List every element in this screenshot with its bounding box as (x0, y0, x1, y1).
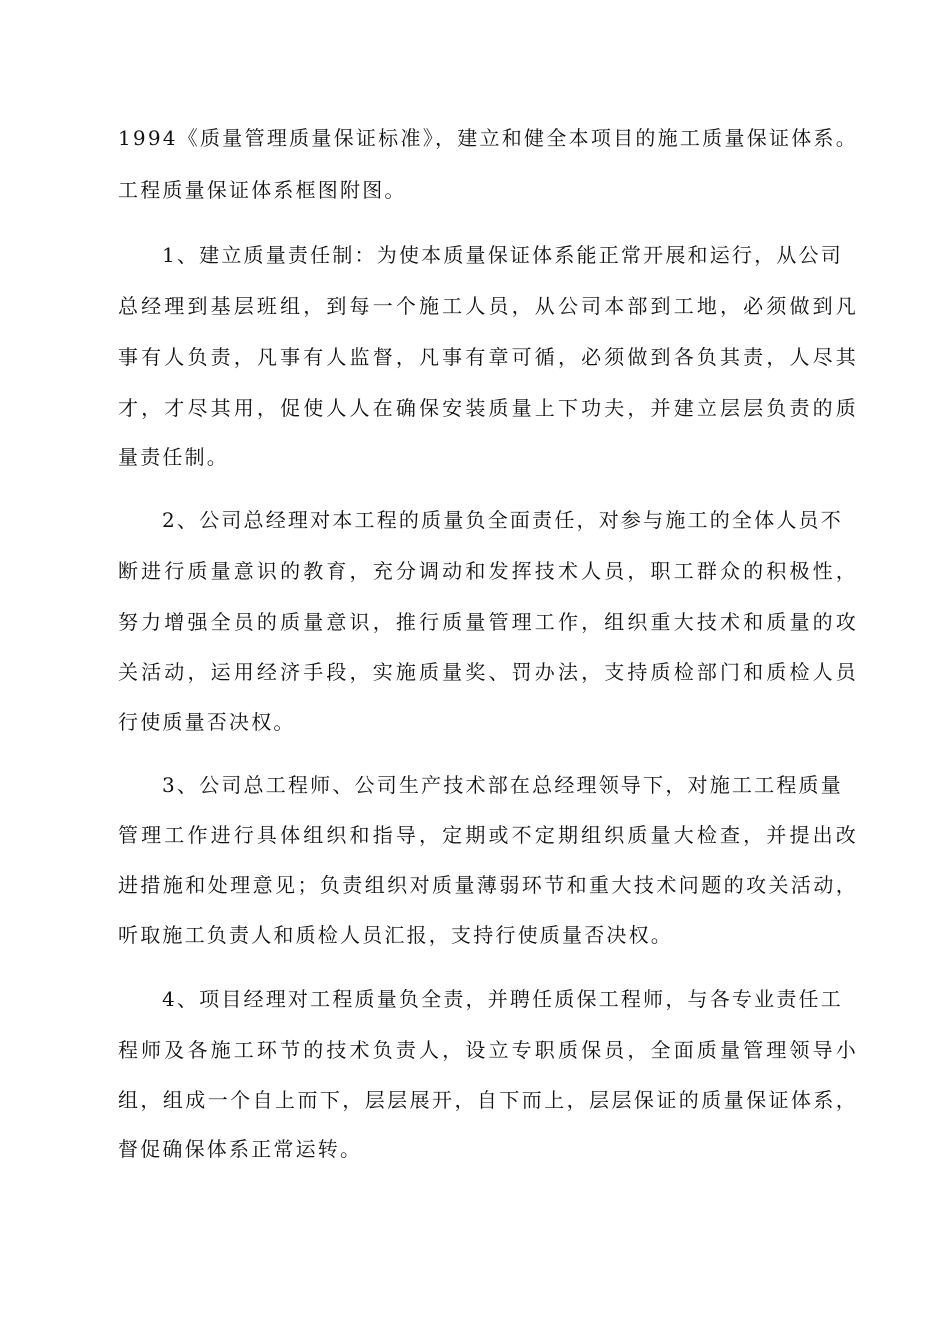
paragraph-1-line: 量责任制。 (118, 445, 229, 469)
paragraph-4-line: 4、项目经理对工程质量负全责，并聘任质保工程师，与各专业责任工 (162, 987, 843, 1011)
paragraph-2-line: 关活动，运用经济手段，实施质量奖、罚办法，支持质检部门和质检人员 (118, 660, 858, 684)
paragraph-2-line: 努力增强全员的质量意识，推行质量管理工作，组织重大技术和质量的攻 (118, 610, 858, 634)
paragraph-1-line: 总经理到基层班组，到每一个施工人员，从公司本部到工地，必须做到凡 (118, 294, 858, 318)
paragraph-1-line: 1、建立质量责任制：为使本质量保证体系能正常开展和运行，从公司 (162, 243, 843, 267)
paragraph-2-line: 断进行质量意识的教育，充分调动和发挥技术人员，职工群众的积极性， (118, 559, 858, 583)
paragraph-2-line: 行使质量否决权。 (118, 710, 296, 734)
paragraph-3-line: 管理工作进行具体组织和指导，定期或不定期组织质量大检查，并提出改 (118, 823, 858, 847)
paragraph-3-line: 进措施和处理意见；负责组织对质量薄弱环节和重大技术问题的攻关活动， (118, 873, 858, 897)
paragraph-3-line: 3、公司总工程师、公司生产技术部在总经理领导下，对施工工程质量 (162, 773, 843, 797)
intro-line: 1994《质量管理质量保证标准》，建立和健全本项目的施工质量保证体系。 (118, 126, 858, 150)
paragraph-4-line: 督促确保体系正常运转。 (118, 1137, 363, 1161)
paragraph-1-line: 才，才尽其用，促使人人在确保安装质量上下功夫，并建立层层负责的质 (118, 396, 858, 420)
paragraph-4-line: 组，组成一个自上而下，层层展开，自下而上，层层保证的质量保证体系， (118, 1088, 858, 1112)
paragraph-3-line: 听取施工负责人和质检人员汇报，支持行使质量否决权。 (118, 923, 673, 947)
paragraph-2-line: 2、公司总经理对本工程的质量负全面责任，对参与施工的全体人员不 (162, 508, 843, 532)
paragraph-1-line: 事有人负责，凡事有人监督，凡事有章可循，必须做到各负其责，人尽其 (118, 345, 858, 369)
intro-line: 工程质量保证体系框图附图。 (118, 178, 407, 202)
paragraph-4-line: 程师及各施工环节的技术负责人，设立专职质保员，全面质量管理领导小 (118, 1038, 858, 1062)
